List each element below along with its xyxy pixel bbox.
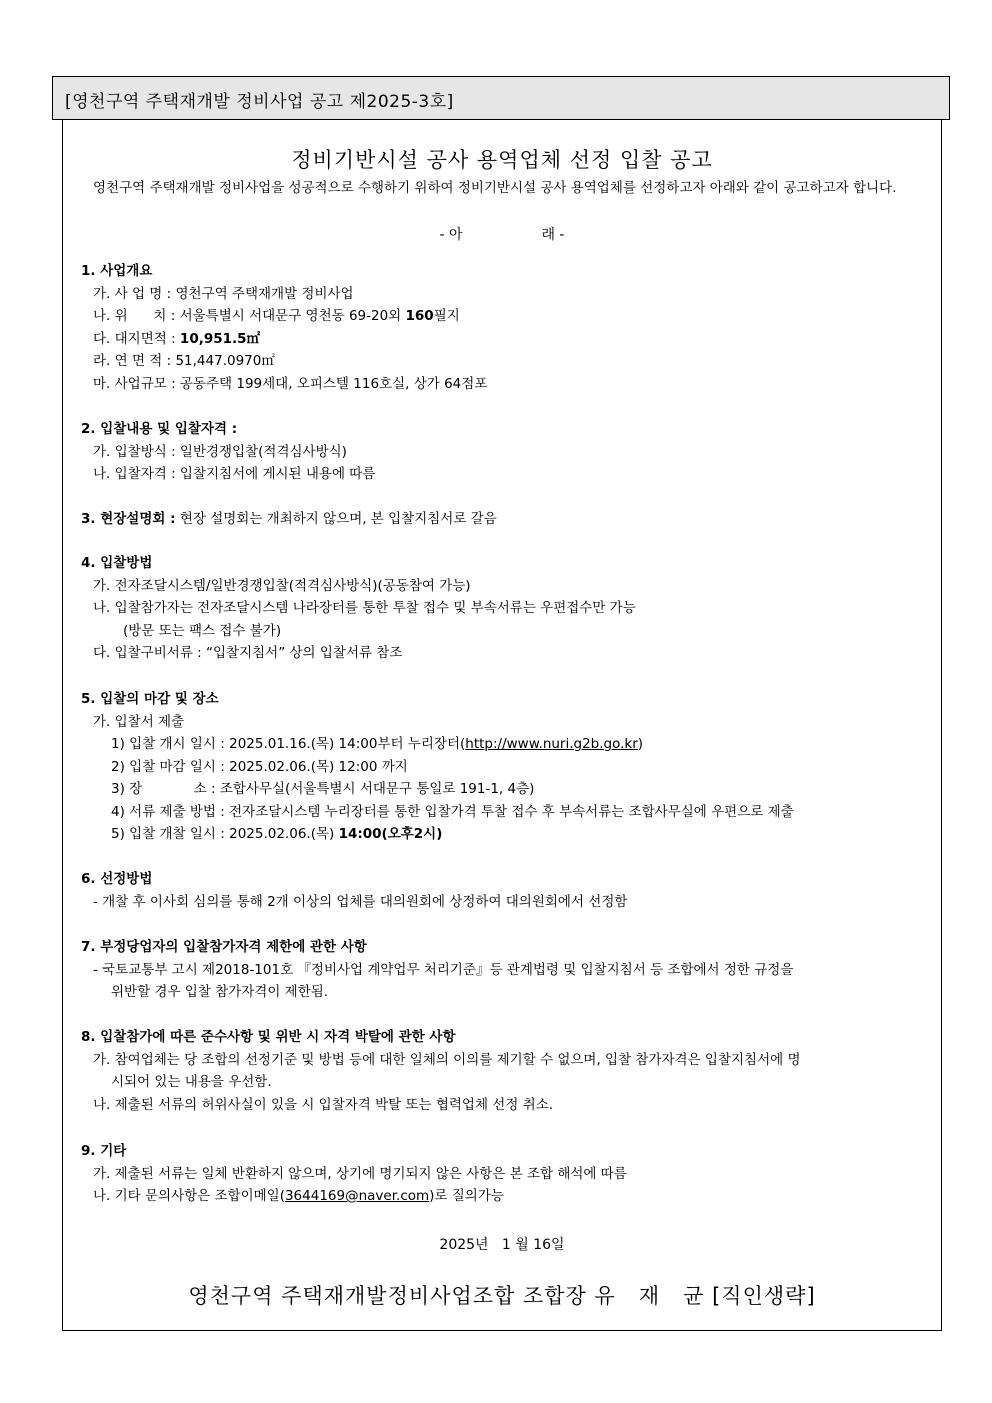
list-item: 나. 위 치 : 서울특별시 서대문구 영천동 69-20외 160필지 [93, 308, 460, 324]
list-item: 마. 사업규모 : 공동주택 199세대, 오피스텔 116호실, 상가 64점포 [93, 375, 488, 392]
document-body [62, 120, 942, 1331]
list-item: 2) 입찰 마감 일시 : 2025.02.06.(목) 12:00 까지 [111, 758, 408, 775]
document-title: 정비기반시설 공사 용역업체 선정 입찰 공고 [291, 148, 713, 172]
list-item: 5) 입찰 개찰 일시 : 2025.02.06.(목) 14:00(오후2시) [111, 826, 443, 842]
intro-paragraph: 영천구역 주택재개발 정비사업을 성공적으로 수행하기 위하여 정비기반시설 공사 용역업체를 선정하고자 아래와 같이 공고하고자 합니다. [93, 180, 897, 196]
section-title: 6. 선정방법 [81, 871, 153, 887]
section-2 [81, 418, 931, 486]
list-item: (방문 또는 팩스 접수 불가) [123, 622, 282, 639]
list-item: 나. 입찰자격 : 입찰지침서에 게시된 내용에 따름 [93, 466, 376, 482]
section-title: 9. 기타 [81, 1143, 127, 1159]
section-title: 2. 입찰내용 및 입찰자격 : [81, 421, 238, 437]
section-title: 7. 부정당업자의 입찰참가자격 제한에 관한 사항 [81, 939, 367, 955]
list-item: 3. 현장설명회 : 현장 설명회는 개최하지 않으며, 본 입찰지침서로 갈음 [81, 511, 497, 527]
list-item: 시되어 있는 내용을 우선함. [111, 1074, 272, 1090]
list-item: - 국토교통부 고시 제2018-101호 『정비사업 계약업무 처리기준』등 관계법령 및 입찰지침서 등 조합에서 정한 규정을 [93, 961, 794, 978]
list-item: 가. 입찰서 제출 [93, 713, 185, 730]
header-box [52, 76, 950, 120]
section-title: 5. 입찰의 마감 및 장소 [81, 691, 219, 707]
notice-heading [63, 224, 941, 244]
section-9 [81, 1140, 931, 1208]
signature-line: 영천구역 주택재개발정비사업조합 조합장 유 재 균 [직인생략] [188, 1284, 816, 1308]
list-item: 4) 서류 제출 방법 : 전자조달시스템 누리장터를 통한 입찰가격 투찰 접수 후 부속서류는 조합사무실에 우편으로 제출 [111, 803, 794, 820]
list-item: 다. 입찰구비서류 : “입찰지침서” 상의 입찰서류 참조 [93, 645, 403, 661]
list-item: 가. 참여업체는 당 조합의 선정기준 및 방법 등에 대한 일체의 이의를 제기할 수 없으며, 입찰 참가자격은 입찰지침서에 명 [93, 1051, 801, 1068]
section-title: 8. 입찰참가에 따른 준수사항 및 위반 시 자격 박탈에 관한 사항 [81, 1029, 456, 1045]
section-4 [81, 552, 931, 665]
list-item: 가. 사 업 명 : 영천구역 주택재개발 정비사업 [93, 285, 354, 302]
list-item: 위반할 경우 입찰 참가자격이 제한됨. [111, 984, 329, 1000]
announcement-date: 2025년 1 월 16일 [439, 1237, 565, 1253]
list-item: 나. 입찰참가자는 전자조달시스템 나라장터를 통한 투찰 접수 및 부속서류는 우편접수만 가능 [93, 600, 636, 616]
list-item: - 개찰 후 이사회 심의를 통해 2개 이상의 업체를 대의원회에 상정하여 대의원회에서 선정함 [93, 893, 628, 910]
list-item: 가. 전자조달시스템/일반경쟁입찰(적격심사방식)(공동참여 가능) [93, 577, 471, 594]
list-item: 라. 연 면 적 : 51,447.0970㎡ [93, 353, 275, 369]
section-7 [81, 936, 931, 1004]
section-5 [81, 688, 931, 846]
notice-left: - 아 [439, 227, 463, 243]
list-item: 나. 기타 문의사항은 조합이메일(3644169@naver.com)로 질의가능 [93, 1188, 504, 1204]
section-1 [81, 260, 931, 395]
list-item: 가. 입찰방식 : 일반경쟁입찰(적격심사방식) [93, 443, 347, 460]
section-3 [81, 508, 931, 531]
list-item: 나. 제출된 서류의 허위사실이 있을 시 입찰자격 박탈 또는 협력업체 선정 취소. [93, 1096, 554, 1113]
section-6 [81, 868, 931, 913]
nuri-link[interactable]: http://www.nuri.g2b.go.kr [465, 736, 638, 752]
list-item: 1) 입찰 개시 일시 : 2025.01.16.(목) 14:00부터 누리장터(http://www.nuri.g2b.go.kr) [111, 736, 644, 752]
section-8 [81, 1026, 931, 1116]
email-link[interactable]: 3644169@naver.com [284, 1188, 430, 1204]
announcement-number: [영천구역 주택재개발 정비사업 공고 제2025-3호] [65, 92, 454, 112]
list-item: 가. 제출된 서류는 일체 반환하지 않으며, 상기에 명기되지 않은 사항은 본 조합 해석에 따름 [93, 1165, 627, 1182]
list-item: 다. 대지면적 : 10,951.5㎡ [93, 330, 261, 347]
section-title: 1. 사업개요 [81, 263, 153, 279]
section-title: 4. 입찰방법 [81, 555, 153, 571]
list-item: 3) 장 소 : 조합사무실(서울특별시 서대문구 통일로 191-1, 4층) [111, 781, 535, 797]
notice-right: 래 - [541, 227, 565, 243]
